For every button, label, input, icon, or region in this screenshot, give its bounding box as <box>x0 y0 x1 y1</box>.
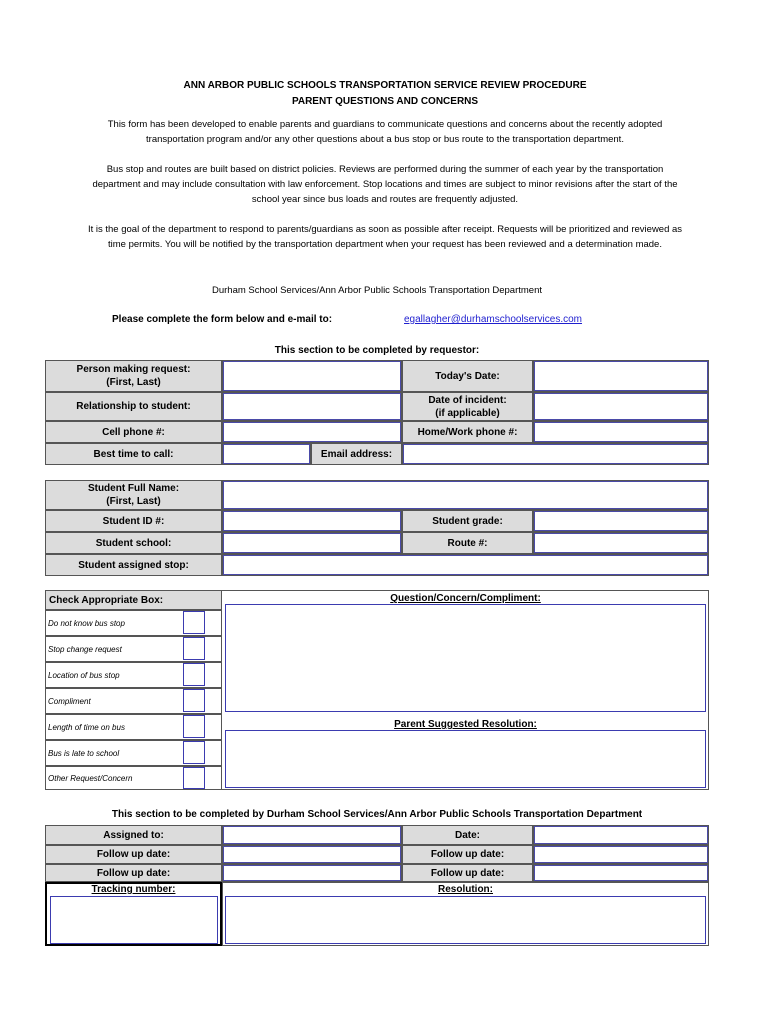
intro-paragraph-3: It is the goal of the department to respond to parents/guardians as soon as possible after receipt. Requests will be prioritized and reviewed as time permits. You will be notified by the transportation department when your request has been reviewed and a determination made. <box>87 224 683 250</box>
check-item-bus-late: Bus is late to school <box>45 740 222 766</box>
student-name-field[interactable] <box>222 480 709 510</box>
intro-paragraph-1: This form has been developed to enable parents and guardians to communicate questions and concerns about the recently adopted transportation program and/or any other questions about a bus stop or bus route to the transportation department. <box>107 119 663 145</box>
checkbox-length-of-time[interactable] <box>183 715 205 738</box>
question-heading: Question/Concern/Compliment: <box>390 593 541 604</box>
form-subtitle: PARENT QUESTIONS AND CONCERNS <box>291 96 479 107</box>
follow-up-label-1: Follow up date: <box>45 845 222 864</box>
assigned-to-field[interactable] <box>222 825 402 845</box>
incident-date-field[interactable] <box>533 392 709 421</box>
student-school-label: Student school: <box>45 532 222 554</box>
todays-date-label: Today's Date: <box>402 360 533 392</box>
email-link[interactable]: egallagher@durhamschoolservices.com <box>404 314 583 325</box>
follow-up-field-1[interactable] <box>222 845 402 864</box>
follow-up-label-4: Follow up date: <box>402 864 533 882</box>
checkbox-bus-late[interactable] <box>183 741 205 764</box>
check-item-other: Other Request/Concern <box>45 766 222 790</box>
todays-date-field[interactable] <box>533 360 709 392</box>
check-item-do-not-know: Do not know bus stop <box>45 610 222 636</box>
home-work-phone-label: Home/Work phone #: <box>402 421 533 443</box>
form-title: ANN ARBOR PUBLIC SCHOOLS TRANSPORTATION SERVICE REVIEW PROCEDURE <box>183 80 587 91</box>
student-id-field[interactable] <box>222 510 402 532</box>
check-item-location: Location of bus stop <box>45 662 222 688</box>
follow-up-field-2[interactable] <box>533 845 709 864</box>
office-date-label: Date: <box>402 825 533 845</box>
check-box-heading: Check Appropriate Box: <box>45 590 222 610</box>
best-time-field[interactable] <box>222 443 311 465</box>
cell-phone-label: Cell phone #: <box>45 421 222 443</box>
question-field[interactable] <box>225 604 706 712</box>
follow-up-field-4[interactable] <box>533 864 709 882</box>
best-time-label: Best time to call: <box>45 443 222 465</box>
tracking-number-label: Tracking number: <box>91 884 176 895</box>
follow-up-label-3: Follow up date: <box>45 864 222 882</box>
requestor-section-heading: This section to be completed by requestor: <box>274 345 480 356</box>
home-work-phone-field[interactable] <box>533 421 709 443</box>
assigned-stop-field[interactable] <box>222 554 709 576</box>
office-section-heading: This section to be completed by Durham School Services/Ann Arbor Public Schools Transportation Department <box>111 809 643 820</box>
email-address-label: Email address: <box>311 443 402 465</box>
incident-date-label: Date of incident: (if applicable) <box>402 392 533 421</box>
tracking-number-field[interactable] <box>50 896 218 944</box>
follow-up-label-2: Follow up date: <box>402 845 533 864</box>
relationship-field[interactable] <box>222 392 402 421</box>
check-item-length-of-time: Length of time on bus <box>45 714 222 740</box>
route-label: Route #: <box>402 532 533 554</box>
follow-up-field-3[interactable] <box>222 864 402 882</box>
check-item-stop-change: Stop change request <box>45 636 222 662</box>
checkbox-stop-change[interactable] <box>183 637 205 660</box>
suggested-resolution-field[interactable] <box>225 730 706 788</box>
student-grade-field[interactable] <box>533 510 709 532</box>
person-field[interactable] <box>222 360 402 392</box>
checkbox-do-not-know[interactable] <box>183 611 205 634</box>
cell-phone-field[interactable] <box>222 421 402 443</box>
person-label: Person making request: (First, Last) <box>45 360 222 392</box>
checkbox-location[interactable] <box>183 663 205 686</box>
assigned-stop-label: Student assigned stop: <box>45 554 222 576</box>
route-field[interactable] <box>533 532 709 554</box>
check-item-compliment: Compliment <box>45 688 222 714</box>
student-name-label: Student Full Name: (First, Last) <box>45 480 222 510</box>
resolution-heading: Parent Suggested Resolution: <box>394 719 537 730</box>
office-date-field[interactable] <box>533 825 709 845</box>
intro-paragraph-2: Bus stop and routes are built based on district policies. Reviews are performed during the summer of each year by the transportation department and may include consultation with law enforcement. Stop locations and times are subject to minor revisions after the start of the school year since bus loads and routes are frequently adjusted. <box>92 164 678 205</box>
department-name: Durham School Services/Ann Arbor Public Schools Transportation Department <box>211 285 543 296</box>
assigned-to-label: Assigned to: <box>45 825 222 845</box>
checkbox-other[interactable] <box>183 767 205 789</box>
email-address-field[interactable] <box>402 443 709 465</box>
email-instruction: Please complete the form below and e-mail to: <box>112 314 333 325</box>
student-grade-label: Student grade: <box>402 510 533 532</box>
office-resolution-field[interactable] <box>225 896 706 944</box>
student-school-field[interactable] <box>222 532 402 554</box>
student-id-label: Student ID #: <box>45 510 222 532</box>
checkbox-compliment[interactable] <box>183 689 205 712</box>
office-resolution-label: Resolution: <box>438 884 493 895</box>
relationship-label: Relationship to student: <box>45 392 222 421</box>
